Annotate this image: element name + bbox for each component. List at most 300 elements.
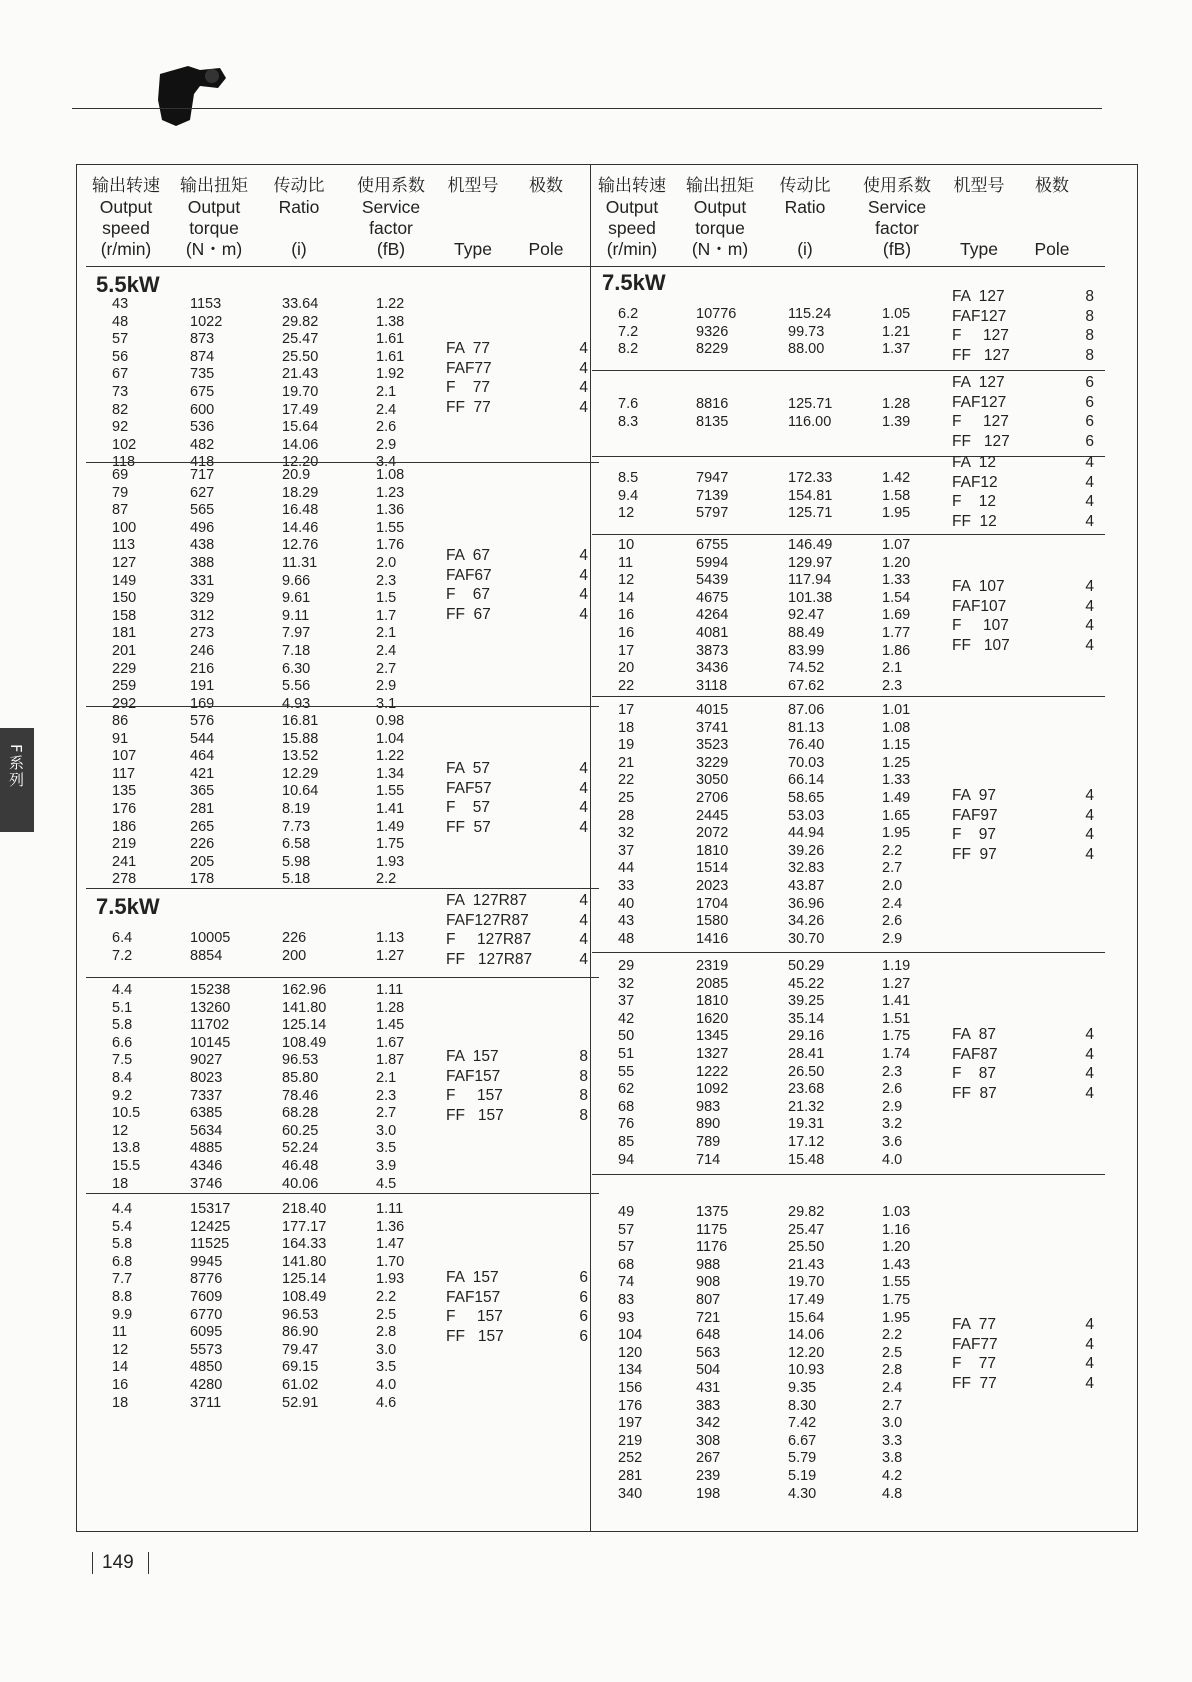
service-factor-cell: 2.2 <box>882 1327 903 1344</box>
ratio-cell: 15.64 <box>788 1309 825 1326</box>
model-type-list <box>446 546 596 624</box>
header-en <box>521 218 571 239</box>
ratio-cell: 226 <box>282 930 307 946</box>
service-factor-cell: 1.20 <box>882 1239 911 1256</box>
ratio-cell: 99.73 <box>788 323 825 340</box>
ratio-cell: 18.29 <box>282 484 319 501</box>
table-row <box>86 713 446 731</box>
service-factor-cell: 1.36 <box>376 502 405 519</box>
speed-cell: 10.5 <box>112 1105 141 1122</box>
header-cn: 传动比 <box>273 176 325 196</box>
service-factor-cell: 2.4 <box>376 642 397 659</box>
ratio-cell: 21.43 <box>788 1256 825 1273</box>
speed-cell: 20 <box>618 660 635 677</box>
table-row <box>592 1274 952 1292</box>
model-type: F 127 <box>952 413 1009 430</box>
pole-count: 4 <box>1085 578 1094 595</box>
speed-cell: 4.4 <box>112 982 133 998</box>
service-factor-cell: 2.3 <box>882 677 903 694</box>
table-row <box>86 467 446 485</box>
torque-cell: 6385 <box>190 1105 223 1122</box>
speed-cell: 28 <box>618 807 635 824</box>
right-column <box>592 164 1105 1532</box>
service-factor-cell: 1.55 <box>882 1274 911 1291</box>
service-factor-cell: 2.6 <box>882 913 903 930</box>
ratio-cell: 7.18 <box>282 642 311 659</box>
torque-cell: 191 <box>190 678 215 695</box>
speed-cell: 9.4 <box>618 487 639 504</box>
model-block <box>592 288 1105 370</box>
model-type-row <box>952 1084 1102 1104</box>
table-row <box>86 731 446 749</box>
speed-cell: 181 <box>112 625 137 642</box>
torque-cell: 5439 <box>696 572 729 589</box>
model-type-row <box>952 845 1102 865</box>
ratio-cell: 23.68 <box>788 1081 825 1098</box>
ratio-cell: 92.47 <box>788 607 825 624</box>
model-type-row <box>952 577 1102 597</box>
ratio-cell: 162.96 <box>282 982 327 998</box>
torque-cell: 4015 <box>696 702 729 718</box>
ratio-cell: 14.06 <box>282 436 319 453</box>
ratio-cell: 83.99 <box>788 642 825 659</box>
ratio-cell: 25.47 <box>788 1221 825 1238</box>
table-row <box>592 1345 952 1363</box>
model-type: F 127 <box>952 327 1009 344</box>
service-factor-cell: 2.1 <box>376 383 397 400</box>
model-type: FA 157 <box>446 1269 499 1286</box>
service-factor-cell: 1.76 <box>376 537 405 554</box>
ratio-cell: 39.26 <box>788 842 825 859</box>
pole-count: 4 <box>1085 845 1094 863</box>
torque-cell: 9945 <box>190 1253 223 1270</box>
pole-count: 4 <box>1085 1026 1094 1043</box>
torque-cell: 273 <box>190 625 215 642</box>
ratio-cell: 67.62 <box>788 677 825 694</box>
model-type: F 127R87 <box>446 931 532 948</box>
service-factor-cell: 2.6 <box>376 419 397 436</box>
speed-cell: 48 <box>618 930 635 947</box>
header-en <box>438 218 508 239</box>
table-row <box>592 1450 952 1468</box>
torque-cell: 464 <box>190 748 215 765</box>
ratio-cell: 76.40 <box>788 737 825 754</box>
table-row <box>86 384 446 402</box>
speed-cell: 87 <box>112 502 129 519</box>
service-factor-cell: 1.69 <box>882 607 911 624</box>
speed-cell: 11 <box>112 1324 128 1341</box>
header-en: torque <box>189 218 239 238</box>
table-row <box>592 843 952 861</box>
model-type: FAF57 <box>446 779 492 797</box>
speed-cell: 117 <box>112 765 136 782</box>
torque-cell: 1810 <box>696 993 729 1010</box>
model-type: FA 77 <box>446 340 490 357</box>
table-row <box>592 993 952 1011</box>
service-factor-cell: 1.33 <box>882 572 911 589</box>
speed-cell: 57 <box>618 1239 635 1256</box>
ratio-cell: 117.94 <box>788 572 832 589</box>
torque-cell: 4280 <box>190 1376 223 1393</box>
pole-count: 4 <box>1085 493 1094 510</box>
speed-cell: 6.2 <box>618 306 639 322</box>
torque-cell: 536 <box>190 419 215 436</box>
model-type: F 87 <box>952 1065 996 1082</box>
service-factor-cell: 3.0 <box>376 1122 397 1139</box>
header-en: Output <box>605 197 659 217</box>
speed-cell: 201 <box>112 642 137 659</box>
service-factor-cell: 1.74 <box>882 1045 911 1062</box>
service-factor-cell: 2.3 <box>376 572 397 589</box>
table-row <box>86 349 446 367</box>
model-type-row <box>952 616 1102 636</box>
ratio-cell: 4.93 <box>282 695 311 712</box>
speed-cell: 86 <box>112 713 129 729</box>
pole-count: 6 <box>579 1269 588 1286</box>
model-type-row <box>446 891 596 911</box>
model-type-row <box>446 1288 596 1308</box>
model-type-row <box>952 1335 1102 1355</box>
model-type-row <box>446 546 596 566</box>
ratio-cell: 44.94 <box>788 825 825 842</box>
ratio-cell: 15.64 <box>282 419 319 436</box>
speed-cell: 113 <box>112 537 136 554</box>
model-type-list <box>952 287 1102 365</box>
model-type-row <box>952 346 1102 366</box>
torque-cell: 1514 <box>696 860 729 877</box>
ratio-cell: 15.88 <box>282 730 319 747</box>
model-type-row <box>446 566 596 586</box>
service-factor-cell: 4.5 <box>376 1175 397 1192</box>
model-block-rows <box>592 396 952 431</box>
header-en <box>944 197 1014 218</box>
table-row <box>592 643 952 661</box>
torque-cell: 8816 <box>696 396 729 412</box>
pole-count: 8 <box>579 1048 588 1065</box>
model-type-row <box>952 806 1102 826</box>
ratio-cell: 46.48 <box>282 1157 319 1174</box>
pole-count: 4 <box>579 359 588 377</box>
torque-cell: 576 <box>190 713 215 729</box>
torque-cell: 205 <box>190 853 215 870</box>
model-type: FAF157 <box>446 1288 501 1306</box>
service-factor-cell: 1.01 <box>882 702 911 718</box>
speed-cell: 42 <box>618 1010 635 1027</box>
model-type: FA 77 <box>952 1316 996 1333</box>
speed-cell: 79 <box>112 484 129 501</box>
speed-cell: 48 <box>112 313 129 330</box>
table-row <box>592 976 952 994</box>
model-type-row <box>446 398 596 418</box>
model-type: FF 127 <box>952 432 1010 450</box>
table-row <box>86 1236 446 1254</box>
torque-cell: 216 <box>190 660 215 677</box>
service-factor-cell: 2.2 <box>376 1288 397 1305</box>
pole-count: 4 <box>1085 1045 1094 1063</box>
table-row <box>592 1204 952 1222</box>
table-row <box>592 1011 952 1029</box>
model-type-row <box>952 1064 1102 1084</box>
table-row <box>86 871 446 889</box>
service-factor-cell: 1.39 <box>882 413 911 430</box>
torque-cell: 4850 <box>190 1359 223 1376</box>
model-type: F 97 <box>952 826 996 843</box>
service-factor-cell: 2.6 <box>882 1081 903 1098</box>
speed-cell: 219 <box>618 1432 643 1449</box>
model-type-row <box>446 798 596 818</box>
service-factor-cell: 2.8 <box>376 1324 397 1341</box>
service-factor-cell: 1.45 <box>376 1017 405 1034</box>
speed-cell: 83 <box>618 1291 635 1308</box>
service-factor-cell: 1.11 <box>376 982 404 998</box>
model-block <box>86 977 599 1193</box>
ratio-cell: 81.13 <box>788 719 825 736</box>
table-row <box>592 488 952 506</box>
header-en: (r/min) <box>606 239 658 259</box>
service-factor-cell: 1.77 <box>882 624 911 641</box>
model-type: FAF77 <box>952 1335 998 1353</box>
speed-cell: 6.6 <box>112 1034 133 1051</box>
model-type: FA 57 <box>446 760 490 777</box>
speed-cell: 18 <box>112 1175 129 1192</box>
ratio-cell: 52.91 <box>282 1394 319 1411</box>
torque-cell: 9326 <box>696 323 729 340</box>
model-block-rows <box>592 702 952 948</box>
torque-cell: 4264 <box>696 607 729 624</box>
service-factor-cell: 1.58 <box>882 487 911 504</box>
header-cn: 使用系数 <box>863 176 931 196</box>
table-row <box>86 1359 446 1377</box>
pole-count: 4 <box>579 566 588 584</box>
torque-cell: 1345 <box>696 1028 729 1045</box>
service-factor-cell: 0.98 <box>376 713 405 729</box>
ratio-cell: 10.93 <box>788 1362 825 1379</box>
ratio-cell: 30.70 <box>788 930 825 947</box>
table-row <box>86 537 446 555</box>
header-cell <box>854 176 940 260</box>
torque-cell: 438 <box>190 537 215 554</box>
speed-cell: 252 <box>618 1450 643 1467</box>
model-type: FAF87 <box>952 1045 998 1063</box>
pole-count: 6 <box>1085 413 1094 430</box>
table-row <box>592 860 952 878</box>
model-type: FA 127 <box>952 288 1005 305</box>
ratio-cell: 36.96 <box>788 895 825 912</box>
torque-cell: 431 <box>696 1379 721 1396</box>
service-factor-cell: 1.27 <box>882 975 911 992</box>
header-cn: 输出转速 <box>92 176 160 196</box>
torque-cell: 988 <box>696 1256 721 1273</box>
speed-cell: 7.6 <box>618 396 639 412</box>
model-type: FAF12 <box>952 473 998 491</box>
service-factor-cell: 2.9 <box>882 930 903 947</box>
header-cell <box>521 176 571 260</box>
model-type: FAF127 <box>952 393 1007 411</box>
ratio-cell: 29.16 <box>788 1028 825 1045</box>
pole-count: 8 <box>579 1106 588 1124</box>
pole-count: 8 <box>1085 327 1094 344</box>
torque-cell: 11702 <box>190 1017 230 1034</box>
speed-cell: 56 <box>112 348 129 365</box>
service-factor-cell: 4.8 <box>882 1485 903 1502</box>
pole-count: 6 <box>1085 393 1094 411</box>
service-factor-cell: 1.11 <box>376 1201 404 1217</box>
model-type: FF 127R87 <box>446 950 533 968</box>
table-row <box>592 1046 952 1064</box>
table-row <box>86 1289 446 1307</box>
torque-cell: 565 <box>190 502 215 519</box>
service-factor-cell: 1.04 <box>376 730 405 747</box>
service-factor-cell: 1.54 <box>882 589 911 606</box>
model-type: FF 77 <box>952 1374 997 1392</box>
torque-cell: 3050 <box>696 772 729 789</box>
torque-cell: 383 <box>696 1397 721 1414</box>
speed-cell: 16 <box>112 1376 129 1393</box>
ratio-cell: 19.31 <box>788 1116 825 1133</box>
model-block-rows <box>86 1201 446 1412</box>
torque-cell: 1092 <box>696 1081 729 1098</box>
table-row <box>86 678 446 696</box>
ratio-cell: 32.83 <box>788 860 825 877</box>
speed-cell: 49 <box>618 1204 635 1220</box>
pole-count: 6 <box>579 1327 588 1345</box>
ratio-cell: 12.76 <box>282 537 319 554</box>
torque-cell: 7609 <box>190 1288 223 1305</box>
service-factor-cell: 1.75 <box>882 1028 911 1045</box>
speed-cell: 259 <box>112 678 137 695</box>
torque-cell: 7139 <box>696 487 729 504</box>
model-type: FA 12 <box>952 454 996 471</box>
model-block <box>86 1193 599 1419</box>
model-type: FAF127R87 <box>446 911 529 929</box>
torque-cell: 5994 <box>696 554 729 571</box>
speed-cell: 8.4 <box>112 1069 133 1086</box>
table-row <box>86 948 446 966</box>
left-column <box>86 164 599 1532</box>
table-row <box>86 1105 446 1123</box>
header-cell <box>86 176 166 260</box>
ratio-cell: 12.20 <box>788 1344 825 1361</box>
header-en: Output <box>187 197 241 217</box>
service-factor-cell: 1.08 <box>882 719 911 736</box>
table-row <box>86 766 446 784</box>
model-type: FAF107 <box>952 597 1007 615</box>
table-row <box>592 324 952 342</box>
table-row <box>86 1140 446 1158</box>
service-factor-cell: 1.33 <box>882 772 911 789</box>
speed-cell: 12 <box>112 1122 129 1139</box>
table-row <box>592 720 952 738</box>
speed-cell: 43 <box>112 296 129 312</box>
ratio-cell: 20.9 <box>282 467 311 483</box>
table-row <box>86 643 446 661</box>
service-factor-cell: 2.1 <box>882 660 903 677</box>
model-block-rows <box>86 713 446 889</box>
torque-cell: 246 <box>190 642 215 659</box>
table-row <box>86 854 446 872</box>
pole-count: 4 <box>579 911 588 929</box>
header-cell <box>438 176 508 260</box>
service-factor-cell: 1.87 <box>376 1052 405 1069</box>
service-factor-cell: 1.49 <box>376 818 405 835</box>
model-type: FA 97 <box>952 787 996 804</box>
speed-cell: 150 <box>112 590 137 607</box>
model-type: FA 67 <box>446 547 490 564</box>
table-row <box>592 341 952 359</box>
model-type-row <box>446 339 596 359</box>
torque-cell: 421 <box>190 765 215 782</box>
table-row <box>592 1239 952 1257</box>
service-factor-cell: 2.1 <box>376 1069 397 1086</box>
service-factor-cell: 2.0 <box>882 877 903 894</box>
speed-cell: 5.8 <box>112 1236 133 1253</box>
table-row <box>592 590 952 608</box>
torque-cell: 12425 <box>190 1218 231 1235</box>
service-factor-cell: 3.0 <box>882 1415 903 1432</box>
speed-cell: 57 <box>112 331 129 348</box>
pole-count: 4 <box>579 547 588 564</box>
header-cell <box>1027 176 1077 260</box>
power-section-label: 7.5kW <box>602 270 666 295</box>
ratio-cell: 14.46 <box>282 519 319 536</box>
model-type-row <box>446 585 596 605</box>
speed-cell: 82 <box>112 401 129 418</box>
speed-cell: 13.8 <box>112 1140 141 1157</box>
model-type-row <box>446 1086 596 1106</box>
speed-cell: 100 <box>112 519 137 536</box>
header-cn: 输出扭矩 <box>686 176 754 196</box>
model-type-row <box>446 378 596 398</box>
table-row <box>86 419 446 437</box>
speed-cell: 85 <box>618 1133 635 1150</box>
speed-cell: 281 <box>618 1467 643 1484</box>
speed-cell: 118 <box>112 454 136 471</box>
model-type-row <box>446 759 596 779</box>
torque-cell: 4346 <box>190 1157 223 1174</box>
model-type: FF 127 <box>952 346 1010 364</box>
model-block-rows <box>592 958 952 1169</box>
torque-cell: 544 <box>190 730 215 747</box>
service-factor-cell: 1.65 <box>882 807 911 824</box>
speed-cell: 17 <box>618 642 635 659</box>
table-row <box>592 537 952 555</box>
model-block-rows <box>86 982 446 1193</box>
model-type-row <box>446 1047 596 1067</box>
torque-cell: 15238 <box>190 982 231 998</box>
service-factor-cell: 1.51 <box>882 1010 911 1027</box>
header-en: Ratio <box>784 197 826 217</box>
table-row <box>86 402 446 420</box>
header-en: (i) <box>797 239 813 259</box>
speed-cell: 104 <box>618 1327 643 1344</box>
service-factor-cell: 1.20 <box>882 554 911 571</box>
service-factor-cell: 1.27 <box>376 947 405 964</box>
ratio-cell: 88.00 <box>788 341 825 358</box>
speed-cell: 51 <box>618 1045 635 1062</box>
model-type-list <box>952 373 1102 451</box>
speed-cell: 76 <box>618 1116 635 1133</box>
header-cell <box>680 176 760 260</box>
speed-cell: 22 <box>618 677 635 694</box>
pole-count: 4 <box>1085 473 1094 491</box>
header-en <box>438 197 508 218</box>
table-row <box>86 485 446 503</box>
header-en <box>772 218 838 239</box>
ratio-cell: 87.06 <box>788 702 825 718</box>
model-type: FA 127 <box>952 374 1005 391</box>
header-en: factor <box>369 218 413 238</box>
speed-cell: 5.1 <box>112 999 133 1016</box>
